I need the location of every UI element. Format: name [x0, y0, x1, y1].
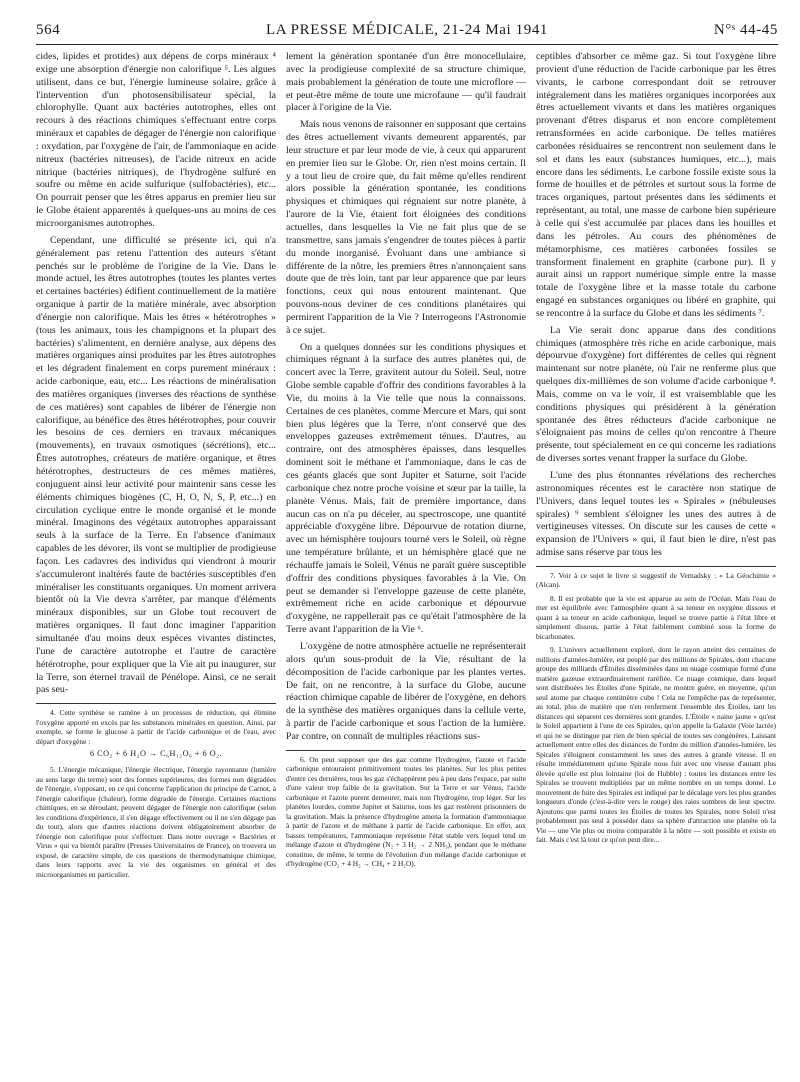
footnote-6: 6. On peut supposer que des gaz comme l'hydrogène, l'azote et l'acide carbonique entouraient primitivement toutes les planètes. Sur les plus petites d'entre ces dernières, tous les gaz s'échappèrent peu à peu dans l'espace, par suite d'une valeur trop faible de la gravitation. Sur la Terre et sur Vénus, l'acide carbonique et l'azote purent demeurer, mais non l'hydrogène, trop léger. Sur les planètes lourdes, comme Jupiter et Saturne, tous les gaz restèrent prisonniers de la gravitation. Mais la présence d'hydrogène amena la formation d'ammoniaque à partir de l'azote et de méthane à partir de l'acide carbonique. En effet, aux basses températures, l'ammoniaque représente l'état stable vers lequel tend un mélange d'azote et d'hydrogène (N₂ + 3 H₂ → 2 NH₃), pendant que le méthane constitue, de même, le terme de l'évolution d'un mélange d'acide carbonique et d'hydrogène (CO₂ + 4 H₂ → CH₄ + 2 H₂O). [286, 754, 526, 869]
page-number: 564 [36, 22, 61, 38]
paragraph: L'une des plus étonnantes révélations des recherches astronomiques récentes est le caractère non statique de l'Univers, dans lequel toutes les « Spirales » (nébuleuses spirales) ⁹ semblent s'éloigner les unes des autres à de vertigineuses vitesses. On discute sur les causes de cette « expansion de l'Univers » qui, il faut bien le dire, n'est pas admise sans réserve par tous les [536, 470, 776, 559]
article-columns [36, 51, 778, 879]
column-1 [36, 51, 276, 879]
paragraph: lement la génération spontanée d'un être monocellulaire, avec la prodigieuse complexité de sa structure chimique, mais probablement la génération de toute une microflore — et peut-être même de toute une microfaune — qu'il faudrait placer à l'origine de la Vie. [286, 51, 526, 114]
footnote-9: 9. L'univers actuellement exploré, dont le rayon atteint des centaines de millions d'années-lumière, est peuplé par des millions de Spirales, dont chacune groupe des milliards d'Étoiles disséminées dans un nuage cosmique formé d'une matière gazeuse extraordinairement raréfiée. Ce nuage cosmique, dans lequel sont distribuées les Étoiles d'une Spirale, ne montre guère, en moyenne, qu'un seul atome par chaque centimètre cube ! Cela ne l'empêche pas de représenter, au total, plus de matière que n'en renferment l'ensemble des Étoiles, tant les distances qui séparent ces dernières sont grandes. L'Étoile « naine jaune » qu'est le Soleil appartient à l'une de ces Spirales, qu'on appelle la Galaxie (Voie lactée) et qui ne se distingue par rien de bien spécial de toutes ses congénères. Laissant actuellement entre elles des distances de l'ordre du million d'années-lumière, les Spirales s'éloignent constamment les unes des autres à grande vitesse. Il en résulte immédiatement qu'une Spirale nous fuit avec une vitesse d'autant plus élevée qu'elle est plus lointaine (loi de Hubble) : toutes les distances entre les Spirales se trouvent multipliées par un même nombre en un temps donné. Le mouvement de fuite des Spirales est indiqué par le décalage vers les plus grandes longueurs d'onde (c'est-à-dire vers le rouge) des raies sombres de leur spectre. Ajoutons que parmi toutes les Étoiles de toutes les Spirales, notre Soleil n'est probablement pas seul à posséder dans sa sphère d'attraction une planète où la Vie — une Vie plus ou moins comparable à la nôtre — soit possible et existe en fait. Mais c'est là tout ce qu'on peut dire... [536, 645, 776, 845]
journal-title: LA PRESSE MÉDICALE, 21-24 Mai 1941 [265, 22, 549, 38]
paragraph: Mais nous venons de raisonner en supposant que certains des êtres actuellement vivants demeurent apparentés, par leur structure et par leur mode de vie, à ceux qui apparurent en premier lieu sur le Globe. Or, rien n'est moins certain. Il y a tout lieu de croire que, du fait même qu'elles rendirent alors possible la génération spontanée, les conditions physiques et chimiques qui régnaient sur notre planète, à l'aurore de la Vie, étaient fort éloignées des conditions actuelles, dans lesquelles la Vie ne fait plus que de se transmettre, sans jamais s'engendrer de toutes pièces à partir du monde inorganisé. Évoluant dans une ambiance si différente de la nôtre, les premiers êtres n'annonçaient sans doute que de très loin, tant par leur apparence que par leurs fonctions, ceux qui nous entourent maintenant. Que pouvons-nous deviner de ces conditions planétaires qui permirent l'apparition de la Vie ? Interrogeons l'Astronomie à ce sujet. [286, 119, 526, 336]
footnote-divider [286, 750, 526, 751]
footnote-divider [536, 566, 776, 567]
paragraph: Cependant, une difficulté se présente ici, qui n'a généralement pas retenu l'attention des auteurs s'étant penchés sur le problème de l'origine de la Vie. Dans le monde actuel, les êtres autotrophes (toutes les plantes vertes et certaines bactéries) édifient continuellement de la matière organique à partir de la matière minérale, avec absorption d'énergie non calorifique. Mais les êtres « hétérotrophes » (tous les animaux, tous les champignons et la plupart des bactéries) s'alimentent, en dernière analyse, aux dépens des matières organiques ainsi produites par les êtres autotrophes et les dégradent finalement en corps purement minéraux : acide carbonique, eau, etc... Les réactions de minéralisation des matières organiques (inverses des réactions de synthèse de ces matières) sont capables de libérer de l'énergie non calorifique, au bénéfice des êtres hétérotrophes, pour couvrir les besoins de ces derniers en travaux mécaniques (mouvements), en travaux osmotiques (sécrétions), etc... Êtres autotrophes, créateurs de matière organique, et êtres hétérotrophes, destructeurs de ces mêmes matières, conjuguent ainsi leur activité pour maintenir sans cesse les éléments chimiques biogènes (C, H, O, N, S, P, etc...) en circulation cyclique entre le monde organisé et le monde minéral. Imaginons des végétaux autotrophes apparaissant seuls à la surface de la Terre. En l'absence d'animaux capables de les dévorer, ils vont se multiplier de prodigieuse façon. Les cadavres des individus qui viendront à mourir s'accumuleront inaltérés faute de bactéries susceptibles d'en minéraliser les constituants organiques. Un moment arrivera bientôt où la Vie devra s'arrêter, par manque d'éléments minéraux disponibles, sur un Globe tout recouvert de matières organiques. Il faut donc imaginer l'apparition simultanée d'au moins deux espèces vivantes distinctes, l'une de caractère autotrophe et l'autre de caractère hétérotrophe, pour expliquer que la Vie ait pu inaugurer, sur la Terre, son éternel travail de Pénélope. Ainsi, ce ne serait pas seu- [36, 234, 276, 696]
footnote-divider [36, 703, 276, 704]
footnote-5: 5. L'énergie mécanique, l'énergie électrique, l'énergie rayonnante (lumière au sens large du terme) sont des formes supérieures, des formes non dégradées de l'énergie, s'opposant, en ce qui concerne l'application du principe de Carnot, à l'énergie calorifique (chaleur), forme dégradée de l'énergie. Certaines réactions chimiques, en se déroulant, peuvent dégager de l'énergie non calorifique (selon les conditions d'expérience, il s'en dégage effectivement ou il ne s'en dégage pas du tout), alors que d'autres réactions doivent obligatoirement absorber de l'énergie non calorifique pour s'effectuer. Dans notre ouvrage « Bactéries et Virus » qui va bientôt paraître (Presses Universitaires de France), on trouvera un exposé, de caractère simple, de ces questions de thermodynamique chimique, dans leurs rapports avec la vie des organismes en général et des microorganismes en particulier. [36, 765, 276, 879]
column-3 [536, 51, 776, 879]
paragraph: ceptibles d'absorber ce même gaz. Si tout l'oxygène libre provient d'une réduction de l'acide carbonique par les êtres vivants, le carbone correspondant doit se retrouver intégralement dans les matières organiques incorporées aux êtres actuellement vivants et dans les matières organiques provenant d'êtres disparus et non encore complètement retransformées en acide carbonique. De telles matières carbonées résiduaires se rencontrent non seulement dans le sol et dans les eaux (substances humiques, etc...), mais encore dans les sédiments. Le carbone fossile existe sous la forme de houilles et de pétroles et surtout sous la forme de traces organiques, partout présentes dans les sédiments et représentant, au total, une masse de carbone bien supérieure à celle qui s'est accumulée par places dans les houilles et dans les pétroles. Au cours des phénomènes de métamorphisme, ces matières carbonées fossiles se transforment finalement en graphite (carbone pur). Il y aurait ainsi un rapport numérique simple entre la masse totale de l'oxygène libre et la masse totale du carbone engagé en substances organiques ou libéré en graphite, qui se rencontre à la surface du Globe et dans les sédiments ⁷. [536, 51, 776, 319]
column-2 [286, 51, 526, 879]
page-header [36, 18, 778, 45]
footnote-7: 7. Voir à ce sujet le livre si suggestif de Vernadsky : « La Géochimie » (Alcan). [536, 570, 776, 590]
issue-number: N°ˢ 44-45 [713, 22, 778, 38]
chemical-formula: 6 CO₂ + 6 H₂O → C₆H₁₂O₆ + 6 O₂. [89, 749, 223, 759]
paragraph: L'oxygène de notre atmosphère actuelle ne représenterait alors qu'un sous-produit de la Vie, résultant de la décomposition de l'acide carbonique par les plantes vertes. De fait, on ne rencontre, à la surface du Globe, aucune réaction chimique capable de libérer de l'oxygène, en dehors de la synthèse des matières organiques dans la cellule verte, à partir de l'acide carbonique et sous l'action de la lumière. Par contre, on connaît de multiples réactions sus- [286, 640, 526, 742]
paragraph: cides, lipides et protides) aux dépens de corps minéraux ⁴ exige une absorption d'énergie non calorifique ⁵. Les algues utilisent, dans ce but, l'énergie lumineuse solaire, grâce à l'intervention d'un photosensibilisateur spécial, la chlorophylle. Quant aux bactéries autotrophes, elles ont recours à des réactions chimiques s'effectuant entre corps minéraux et capables de dégager de l'énergie non calorifique : oxydation, par l'oxygène de l'air, de l'ammoniaque en acide nitreux (bactéries nitreuses), de l'acide nitreux en acide nitrique (bactéries nitriques), de l'hydrogène sulfuré en soufre ou même en acide sulfurique (sulfobactéries), etc... On pourrait penser que les êtres apparus en premier lieu sur le Globe étaient apparentés à quelques-uns au moins de ces microorganismes autotrophes. [36, 51, 276, 229]
paragraph: La Vie serait donc apparue dans des conditions chimiques (atmosphère très riche en acide carbonique, mais dépourvue d'oxygène) fort différentes de celles qui règnent maintenant sur notre planète, où l'air ne renferme plus que quelques dix-millièmes de son volume d'acide carbonique ⁸. Mais, comme on va le voir, il est vraisemblable que les conditions physiques qui présidèrent à la génération spontanée des êtres réducteurs d'acide carbonique ne s'éloignaient pas moins de celles qu'on rencontre à l'heure présente, tout spécialement en ce qui concerne les radiations de diverses sortes venant frapper la surface du Globe. [536, 324, 776, 465]
footnote-8: 8. Il est probable que la vie est apparue au sein de l'Océan. Mais l'eau de mer est équilibrée avec l'atmosphère quant à sa teneur en oxygène dissous et quant à sa teneur en acide carbonique, lequel se trouve partie à l'état libre et simplement dissous, partie à l'état faiblement combiné sous la forme de bicarbonates. [536, 593, 776, 641]
paragraph: On a quelques données sur les conditions physiques et chimiques régnant à la surface des autres planètes qui, de concert avec la Terre, gravitent autour du Soleil. Seul, notre Globe semble capable d'offrir des conditions favorables à la Vie, du moins à la Vie telle que nous la connaissons. Certaines de ces planètes, comme Mercure et Mars, qui sont bien plus légères que la Terre, n'ont conservé que des enveloppes gazeuses extrêmement ténues. D'autres, au contraire, ont des atmosphères épaisses, dans lesquelles dominent soit le méthane et l'ammoniaque, dans le cas de ces géants glacés que sont Jupiter et Saturne, soit l'acide carbonique chez notre proche voisine et sœur par la taille, la planète Vénus. Mais, fait de première importance, dans aucun cas on n'a pu déceler, au spectroscope, une quantité appréciable d'oxygène libre. Dépourvue de rotation diurne, avec un hémisphère toujours tourné vers le Soleil, où règne une température brûlante, et un hémisphère glacé que ne réchauffe jamais le Soleil, Vénus ne paraît guère susceptible d'offrir des conditions physiques favorables à la Vie. On peut se demander si l'enveloppe gazeuse de cette planète, extrêmement riche en acide carbonique et dépourvue d'oxygène, ne rappellerait pas ce qu'était l'atmosphère de la Terre avant l'apparition de la Vie ⁶. [286, 341, 526, 636]
footnote-4: 4. Cette synthèse se ramène à un processus de réduction, qui élimine l'oxygène apporté en excès par les substances minérales en question. Ainsi, par exemple, se forme le glucose à partir de l'acide carbonique et de l'eau, avec départ d'oxygène : [36, 708, 276, 746]
